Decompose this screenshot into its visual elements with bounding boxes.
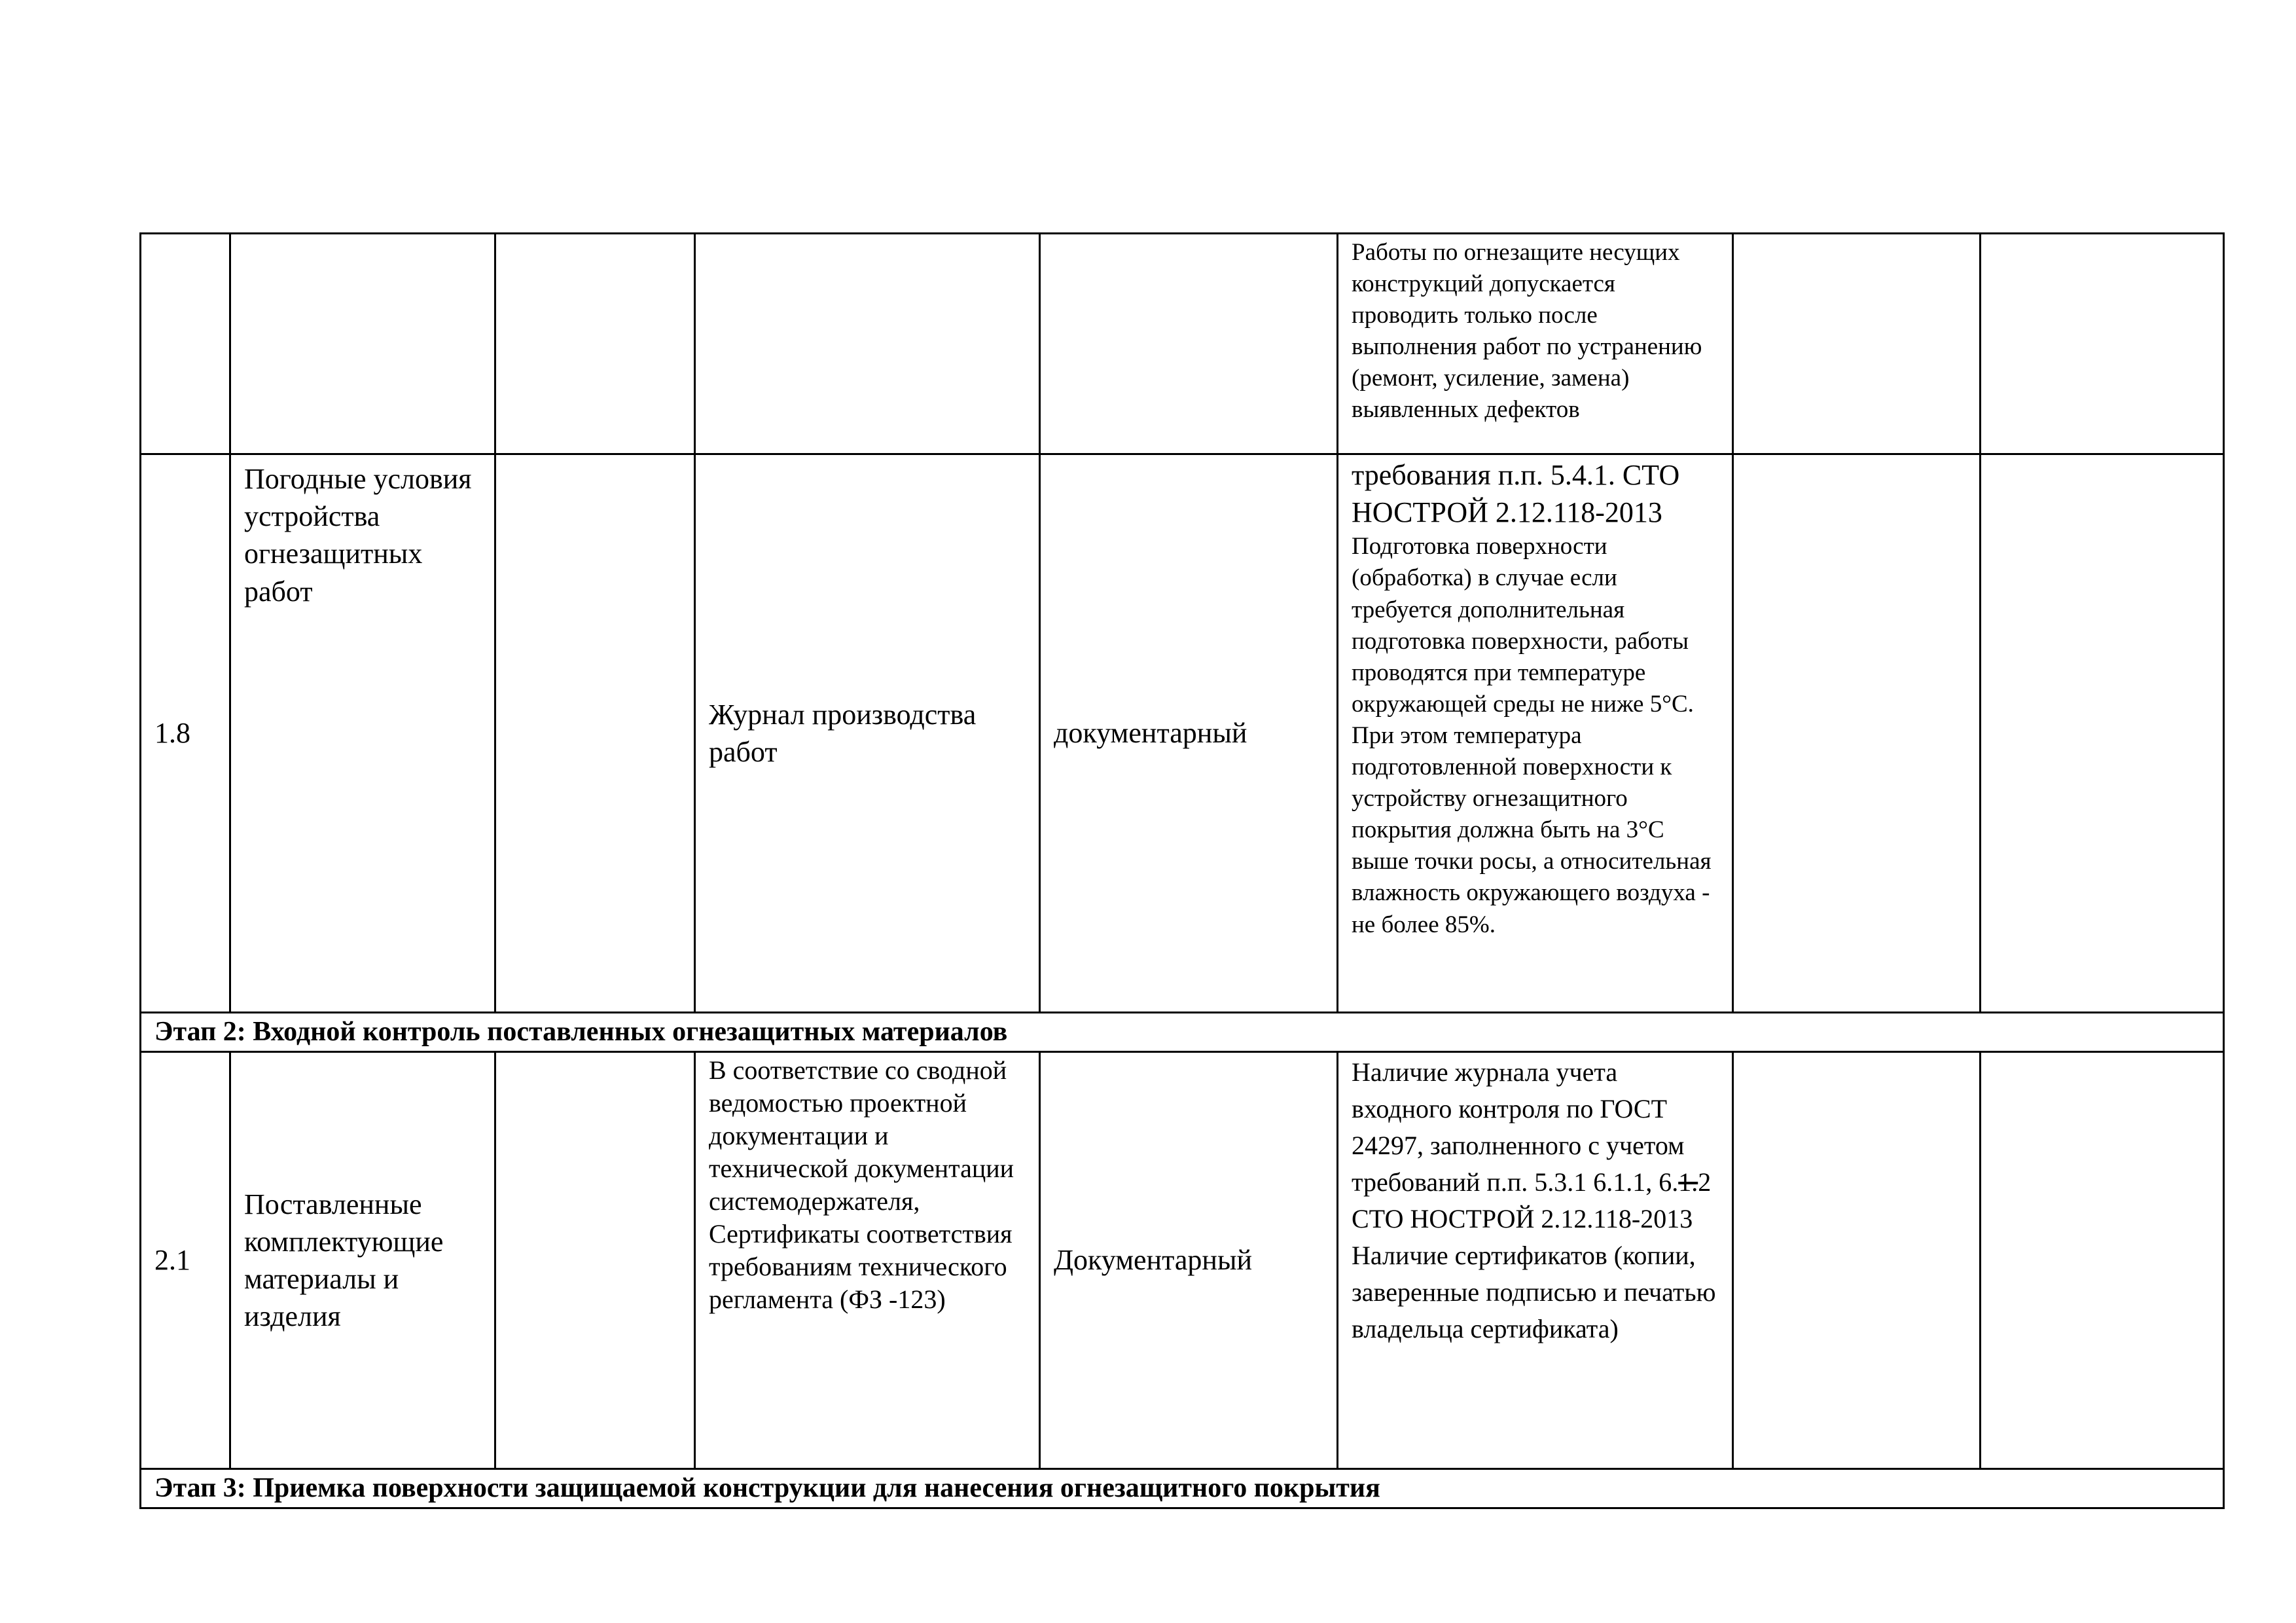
notes-text: Подготовка поверхности (обработка) в случае если требуется дополнительная подготовка поверхности, работы проводятся при температуре окружающей среды не ниже 5°С. При этом температура подготовленной поверхности к устройству огнезащитного покрытия должна быть на 3°С выше точки росы, а относительная влажность окружающего воздуха - не более 85%. bbox=[1352, 533, 1712, 938]
requirement-text: требования п.п. 5.4.1. СТО НОСТРОЙ 2.12.118-2013 bbox=[1352, 459, 1680, 529]
cell-empty bbox=[1981, 1052, 2224, 1469]
cell-method: документарный bbox=[1040, 454, 1338, 1013]
cell-empty bbox=[1981, 454, 2224, 1013]
table-row bbox=[141, 454, 2224, 1013]
cell-empty bbox=[1981, 234, 2224, 454]
cell-number bbox=[141, 234, 230, 454]
cell-document: В соответствие со сводной ведомостью проектной документации и технической документации системодержателя, Сертификаты соответствия требованиям технического регламента (ФЗ -123) bbox=[695, 1052, 1040, 1469]
cell-empty bbox=[1733, 1052, 1981, 1469]
cell-empty bbox=[495, 454, 695, 1013]
stage-row bbox=[141, 1013, 2224, 1052]
cell-requirement bbox=[1338, 454, 1733, 1013]
cell-empty bbox=[495, 1052, 695, 1469]
cell-requirement bbox=[1338, 1052, 1733, 1469]
notes-text: Работы по огнезащите несущих конструкций допускается проводить только после выполнения работ по устранению (ремонт, усиление, замена) выявленных дефектов bbox=[1352, 239, 1702, 424]
stage-3-heading: Этап 3: Приемка поверхности защищаемой конструкции для нанесения огнезащитного покрытия bbox=[141, 1469, 2224, 1508]
certificate-text: Наличие сертификатов (копии, заверенные подписью и печатью владельца сертификата) bbox=[1352, 1241, 1716, 1343]
cell-document: Журнал производства работ bbox=[695, 454, 1040, 1013]
cell-empty bbox=[495, 234, 695, 454]
cell-empty bbox=[1733, 234, 1981, 454]
cell-name bbox=[230, 234, 495, 454]
stage-2-heading: Этап 2: Входной контроль поставленных огнезащитных материалов bbox=[141, 1013, 2224, 1052]
stage-row bbox=[141, 1469, 2224, 1508]
cell-name: Погодные условия устройства огнезащитных работ bbox=[230, 454, 495, 1013]
struck-text: 1. bbox=[1678, 1167, 1698, 1197]
cell-notes bbox=[1338, 234, 1733, 454]
cell-name: Поставленные комплектующие материалы и изделия bbox=[230, 1052, 495, 1469]
cell-method: Документарный bbox=[1040, 1052, 1338, 1469]
cell-empty bbox=[1733, 454, 1981, 1013]
cell-number: 2.1 bbox=[141, 1052, 230, 1469]
requirement-text-part1: Наличие журнала учета входного контроля по ГОСТ 24297, заполненного с учетом требований п.п. 5.3.1 6.1.1, 6. bbox=[1352, 1057, 1685, 1197]
table-row bbox=[141, 1052, 2224, 1469]
table-row bbox=[141, 234, 2224, 454]
cell-method bbox=[1040, 234, 1338, 454]
control-table bbox=[139, 232, 2225, 1509]
cell-document bbox=[695, 234, 1040, 454]
cell-number: 1.8 bbox=[141, 454, 230, 1013]
requirement-text-part2: 2 СТО НОСТРОЙ 2.12.118-2013 bbox=[1352, 1167, 1712, 1233]
